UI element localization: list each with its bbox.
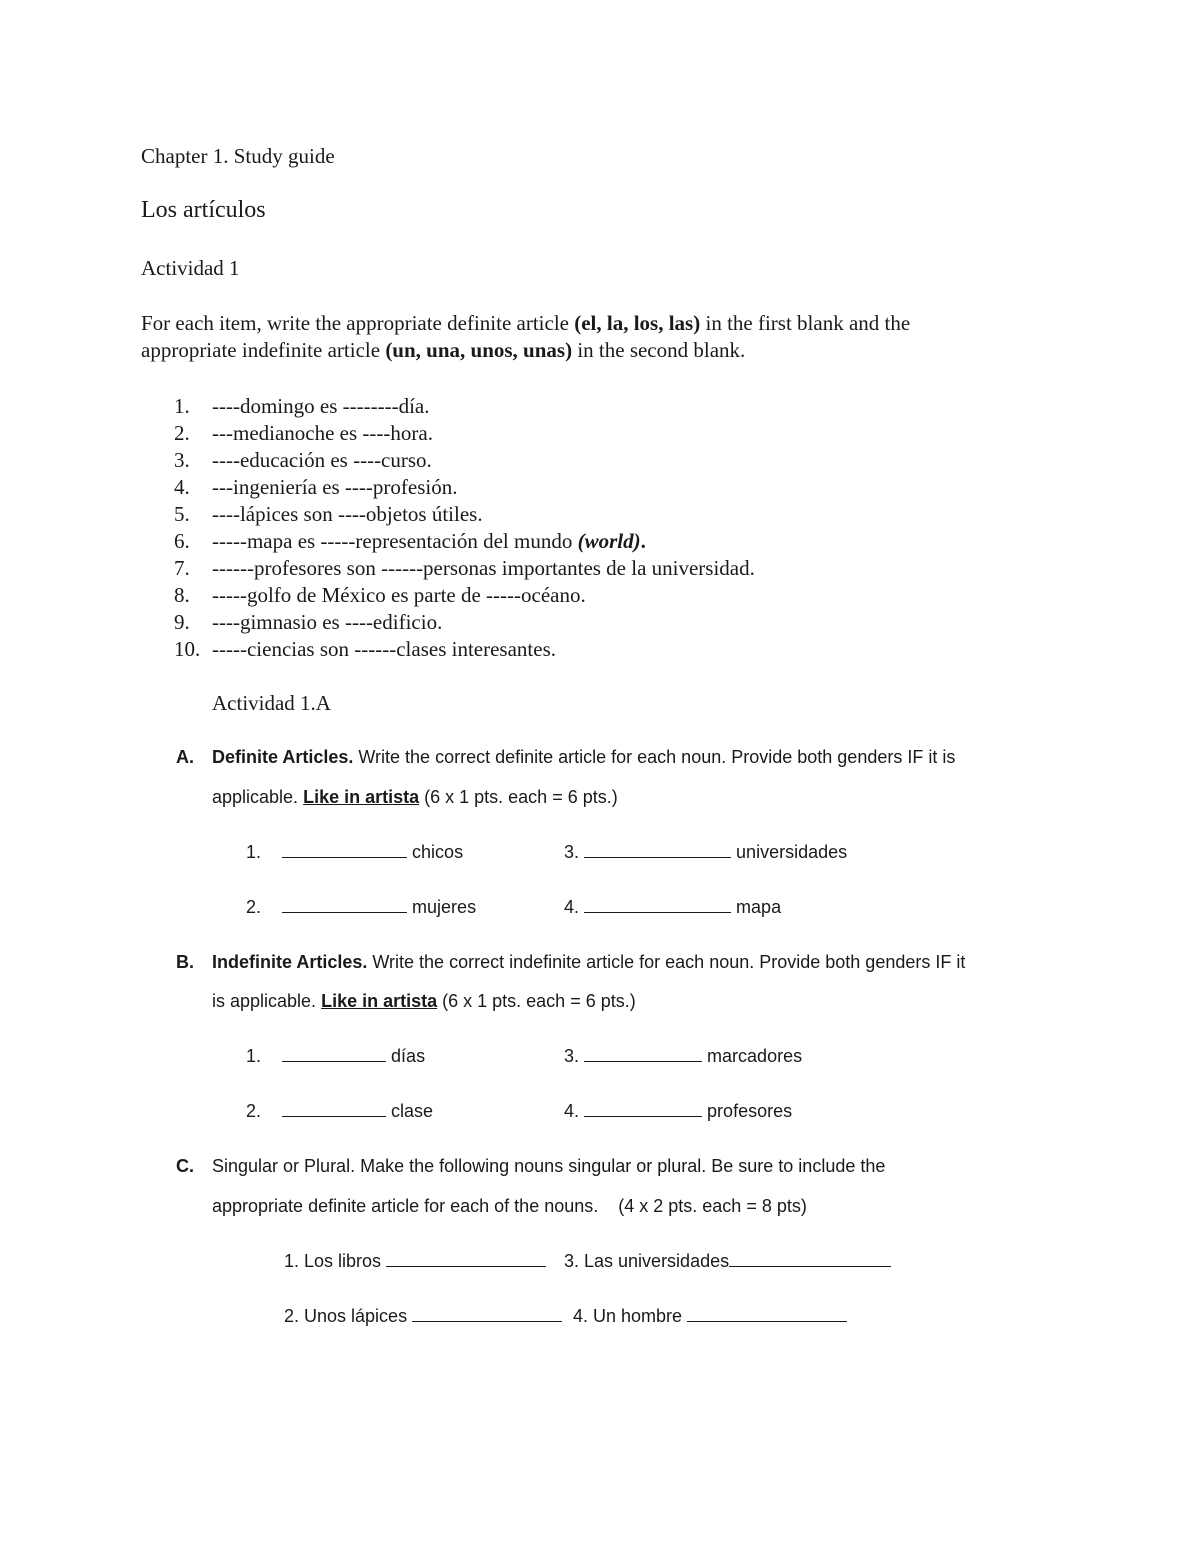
points-note: (6 x 1 pts. each = 6 pts.) — [419, 787, 618, 807]
list-item: ------profesores son ------personas importantes de la universidad. — [212, 556, 755, 580]
exercise-item — [246, 1101, 433, 1122]
noun-word: mujeres — [412, 897, 477, 917]
answer-blank[interactable] — [282, 1115, 386, 1117]
exercise-item — [564, 842, 847, 863]
instr-text: in the second blank. — [572, 338, 746, 362]
exercise-item — [564, 1251, 891, 1272]
item-label: 1. Los libros — [284, 1251, 382, 1271]
list-item-number: 4. — [174, 475, 190, 499]
noun-word: profesores — [707, 1101, 793, 1121]
list-item: ----educación es ----curso. — [212, 448, 432, 472]
answer-blank[interactable] — [584, 1115, 702, 1117]
answer-blank[interactable] — [687, 1320, 847, 1322]
section-b-instr: Write the correct indefinite article for each noun. Provide both genders IF it — [367, 952, 966, 972]
list-item-number: 2. — [174, 421, 190, 445]
answer-blank[interactable] — [584, 856, 731, 858]
definite-articles-list: (el, la, los, las) — [574, 311, 701, 335]
list-item-number: 8. — [174, 583, 190, 607]
activity1-title: Actividad 1 — [141, 256, 240, 280]
answer-blank[interactable] — [282, 856, 407, 858]
section-a-instructions-line1 — [212, 747, 955, 768]
section-b-instructions-line1 — [212, 952, 965, 973]
exercise-item — [564, 1101, 792, 1122]
noun-word: chicos — [412, 842, 464, 862]
item-label: 4. Un hombre — [573, 1306, 683, 1326]
item-label: 2. Unos lápices — [284, 1306, 408, 1326]
section-c-instructions-line2: appropriate definite article for each of the nouns. (4 x 2 pts. each = 8 pts) — [212, 1196, 807, 1216]
section-b-heading: Indefinite Articles. — [212, 952, 368, 972]
answer-blank[interactable] — [282, 911, 407, 913]
item-label: 3. Las universidades — [564, 1251, 730, 1271]
answer-blank[interactable] — [729, 1265, 891, 1267]
section-a-instructions-line2 — [212, 787, 618, 808]
section-a-heading: Definite Articles. — [212, 747, 354, 767]
points-note: (6 x 1 pts. each = 6 pts.) — [437, 991, 636, 1011]
example-artista: Like in artista — [321, 991, 438, 1011]
item-number: 3. — [564, 1046, 580, 1066]
list-item — [212, 529, 646, 554]
activity1a-title: Actividad 1.A — [212, 691, 331, 715]
section-c-instructions-line1: Singular or Plural. Make the following nouns singular or plural. Be sure to include the — [212, 1156, 886, 1176]
answer-blank[interactable] — [282, 1060, 386, 1062]
instr-text: in the first blank and the — [700, 311, 911, 335]
section-b-instructions-line2 — [212, 991, 636, 1012]
noun-word: clase — [391, 1101, 434, 1121]
list-item-number: 5. — [174, 502, 190, 526]
list-item: -----golfo de México es parte de -----océano. — [212, 583, 586, 607]
instr-text: For each item, write the appropriate definite article — [141, 311, 575, 335]
item-number: 4. — [564, 1101, 580, 1121]
item-number: 1. — [246, 1046, 262, 1066]
answer-blank[interactable] — [584, 1060, 702, 1062]
section-title: Los artículos — [141, 197, 266, 223]
list-item: -----ciencias son ------clases interesantes. — [212, 637, 556, 661]
list-item-number: 7. — [174, 556, 190, 580]
answer-blank[interactable] — [386, 1265, 546, 1267]
list-item-end: . — [640, 529, 646, 553]
example-artista: Like in artista — [303, 787, 420, 807]
item-number: 2. — [246, 1101, 262, 1121]
activity1-instructions-line1 — [141, 311, 910, 336]
item-number: 4. — [564, 897, 580, 917]
answer-blank[interactable] — [584, 911, 731, 913]
exercise-item — [246, 1046, 425, 1067]
exercise-item — [573, 1306, 847, 1327]
section-letter-c: C. — [176, 1156, 194, 1176]
exercise-item — [564, 897, 781, 918]
item-number: 1. — [246, 842, 262, 862]
noun-word: mapa — [736, 897, 782, 917]
section-letter-b: B. — [176, 952, 194, 972]
exercise-item — [564, 1046, 802, 1067]
list-item-number: 9. — [174, 610, 190, 634]
list-item-number: 1. — [174, 394, 190, 418]
exercise-item — [246, 842, 463, 863]
list-item: ---ingeniería es ----profesión. — [212, 475, 458, 499]
chapter-title: Chapter 1. Study guide — [141, 144, 335, 168]
section-a-instr: Write the correct definite article for each noun. Provide both genders IF it is — [353, 747, 956, 767]
instr-text: is applicable. — [212, 991, 322, 1011]
list-item: ----gimnasio es ----edificio. — [212, 610, 443, 634]
noun-word: días — [391, 1046, 426, 1066]
answer-blank[interactable] — [412, 1320, 562, 1322]
list-item-text: -----mapa es -----representación del mundo — [212, 529, 578, 553]
activity1-instructions-line2 — [141, 338, 745, 363]
list-item: ----domingo es --------día. — [212, 394, 430, 418]
indefinite-articles-list: (un, una, unos, unas) — [385, 338, 573, 362]
item-number: 2. — [246, 897, 262, 917]
instr-text: applicable. — [212, 787, 304, 807]
exercise-item — [284, 1306, 562, 1327]
section-letter-a: A. — [176, 747, 194, 767]
exercise-item — [246, 897, 476, 918]
list-item-number: 6. — [174, 529, 190, 553]
noun-word: universidades — [736, 842, 848, 862]
world-gloss: (world) — [577, 529, 641, 553]
list-item: ---medianoche es ----hora. — [212, 421, 433, 445]
item-number: 3. — [564, 842, 580, 862]
list-item: ----lápices son ----objetos útiles. — [212, 502, 483, 526]
exercise-item — [284, 1251, 546, 1272]
list-item-number: 10. — [174, 637, 201, 661]
instr-text: appropriate indefinite article — [141, 338, 386, 362]
list-item-number: 3. — [174, 448, 190, 472]
noun-word: marcadores — [707, 1046, 803, 1066]
